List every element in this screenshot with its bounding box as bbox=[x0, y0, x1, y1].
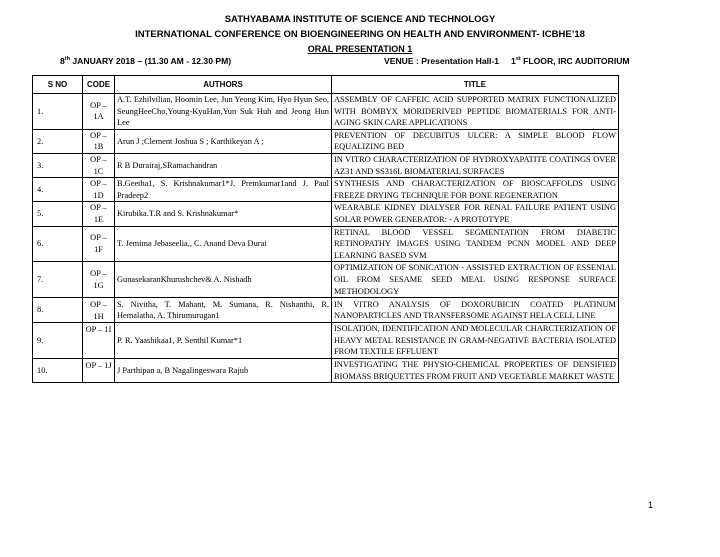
row-title: IN VITRO CHARACTERIZATION OF HYDROXYAPATITE COATINGS OVER AZ31 AND SS316L BIOMATERIAL SURFACES bbox=[332, 153, 619, 177]
row-code: OP – 1H bbox=[83, 298, 115, 323]
row-code: OP – 1F bbox=[83, 226, 115, 262]
row-sno: 10. bbox=[33, 359, 83, 383]
col-header-code: CODE bbox=[83, 76, 115, 94]
row-title: ISOLATION, IDENTIFICATION AND MOLECULAR CHARCTERIZATION OF HEAVY METAL RESISTANCE IN GRAM-NEGATIVE BACTERIA ISOLATED FROM TEXTILE EFFLUENT bbox=[332, 323, 619, 359]
table-row bbox=[33, 129, 650, 153]
table-row bbox=[33, 202, 650, 226]
row-code: OP – 1A bbox=[83, 94, 115, 130]
presentation-table bbox=[32, 75, 650, 383]
row-code: OP – 1J bbox=[83, 359, 115, 383]
row-authors: A.T. Ezhilvilian, Hoomin Lee, Jun Yeong Kim, Hyo Hyun Seo, SeungHeeCho,Young-KyuHan,Yun Suk Huh and Jeong Hun Lee bbox=[115, 94, 332, 130]
row-authors: B.Geetha1, S. Krishnakumar1*J. Premkumar1and J. Paul Pradeep2 bbox=[115, 178, 332, 202]
row-title: INVESTIGATING THE PHYSIO-CHEMICAL PROPERTIES OF DENSIFIED BIOMASS BRIQUETTES FROM FRUIT AND VEGETABLE MARKET WASTE bbox=[332, 359, 619, 383]
col-header-authors: AUTHORS bbox=[115, 76, 332, 94]
row-title: OPTIMIZATION OF SONICATION - ASSISTED EXTRACTION OF ESSENIAL OIL FROM SESAME SEED MEAL USING RESPONSE SURFACE METHODOLOGY bbox=[332, 262, 619, 298]
conference-title: INTERNATIONAL CONFERENCE ON BIOENGINEERING ON HEALTH AND ENVIRONMENT- ICBHE’18 bbox=[135, 29, 585, 40]
col-header-title: TITLE bbox=[332, 76, 619, 94]
col-header-sno: S NO bbox=[33, 76, 83, 94]
row-sno: 2. bbox=[33, 129, 83, 153]
row-code: OP – 1D bbox=[83, 178, 115, 202]
row-sno: 1. bbox=[33, 94, 83, 130]
row-code: OP – 1B bbox=[83, 129, 115, 153]
row-title: RETINAL BLOOD VESSEL SEGMENTATION FROM DIABETIC RETINOPATHY IMAGES USING TANDEM PCNN MODEL AND DEEP LEARNING BASED SVM bbox=[332, 226, 619, 262]
row-title: ASSEMBLY OF CAFFEIC ACID SUPPORTED MATRIX FUNCTIONALIZED WITH BOMBYX MORIDERIVED PEPTIDE BIOMATERIALS FOR ANTI-AGING SKIN CARE APPLICATIONS bbox=[332, 94, 619, 130]
session-date: 8th JANUARY 2018 – (11.30 AM - 12.30 PM) bbox=[60, 56, 232, 66]
row-sno: 7. bbox=[33, 262, 83, 298]
row-code: OP – 1I bbox=[83, 323, 115, 359]
row-authors: R B Durairaj,SRamachandran bbox=[115, 153, 332, 177]
table-row bbox=[33, 262, 650, 298]
table-row bbox=[33, 359, 650, 383]
institute-title: SATHYABAMA INSTITUTE OF SCIENCE AND TECHNOLOGY bbox=[224, 14, 496, 25]
row-sno: 8. bbox=[33, 298, 83, 323]
row-title: WEARABLE KIDNEY DIALYSER FOR RENAL FAILURE PATIENT USING SOLAR POWER GENERATOR: - A PROTOTYPE bbox=[332, 202, 619, 226]
row-sno: 3. bbox=[33, 153, 83, 177]
row-code: OP – 1E bbox=[83, 202, 115, 226]
table-header-row bbox=[33, 76, 650, 94]
table-row bbox=[33, 323, 650, 359]
row-code: OP – 1C bbox=[83, 153, 115, 177]
row-sno: 5. bbox=[33, 202, 83, 226]
session-venue: VENUE : Presentation Hall-1 1st FLOOR, IRC AUDITORIUM bbox=[384, 56, 630, 66]
row-authors: J Parthipan a, B Nagalingeswara Rajub bbox=[115, 359, 332, 383]
row-authors: Kirubika.T.R and S. Krishnakumar* bbox=[115, 202, 332, 226]
row-sno: 6. bbox=[33, 226, 83, 262]
session-title: ORAL PRESENTATION 1 bbox=[307, 44, 413, 54]
table-row bbox=[33, 153, 650, 177]
table-row bbox=[33, 298, 650, 323]
row-title: IN VITRO ANALYSIS OF DOXORUBICIN COATED PLATINUM NANOPARTICLES AND TRANSFERSOME AGAINST HELA CELL LINE bbox=[332, 298, 619, 323]
row-title: PREVENTION OF DECUBITUS ULCER: A SIMPLE BLOOD FLOW EQUALIZING BED bbox=[332, 129, 619, 153]
row-title: SYNTHESIS AND CHARACTERIZATION OF BIOSCAFFOLDS USING FREEZE DRYING TECHNIQUE FOR BONE REGENERATION bbox=[332, 178, 619, 202]
row-sno: 9. bbox=[33, 323, 83, 359]
row-authors: T. Jemima Jebaseelia,, C. Anand Deva Durai bbox=[115, 226, 332, 262]
table-row bbox=[33, 178, 650, 202]
table-row bbox=[33, 94, 650, 130]
row-sno: 4. bbox=[33, 178, 83, 202]
table-row bbox=[33, 226, 650, 262]
row-authors: P. R. Yaashikaa1, P. Senthil Kumar*1 bbox=[115, 323, 332, 359]
row-authors: S. Nivitha, T. Mahant, M. Sumana, R. Nishanthi, R. Hemalatha, A. Thirumurugan1 bbox=[115, 298, 332, 323]
row-authors: Arun J ;Clement Joshua S ; Karthikeyan A ; bbox=[115, 129, 332, 153]
row-authors: GunasekaranKhurushchev& A. Nishadh bbox=[115, 262, 332, 298]
row-code: OP – 1G bbox=[83, 262, 115, 298]
page-number: 1 bbox=[648, 500, 654, 510]
